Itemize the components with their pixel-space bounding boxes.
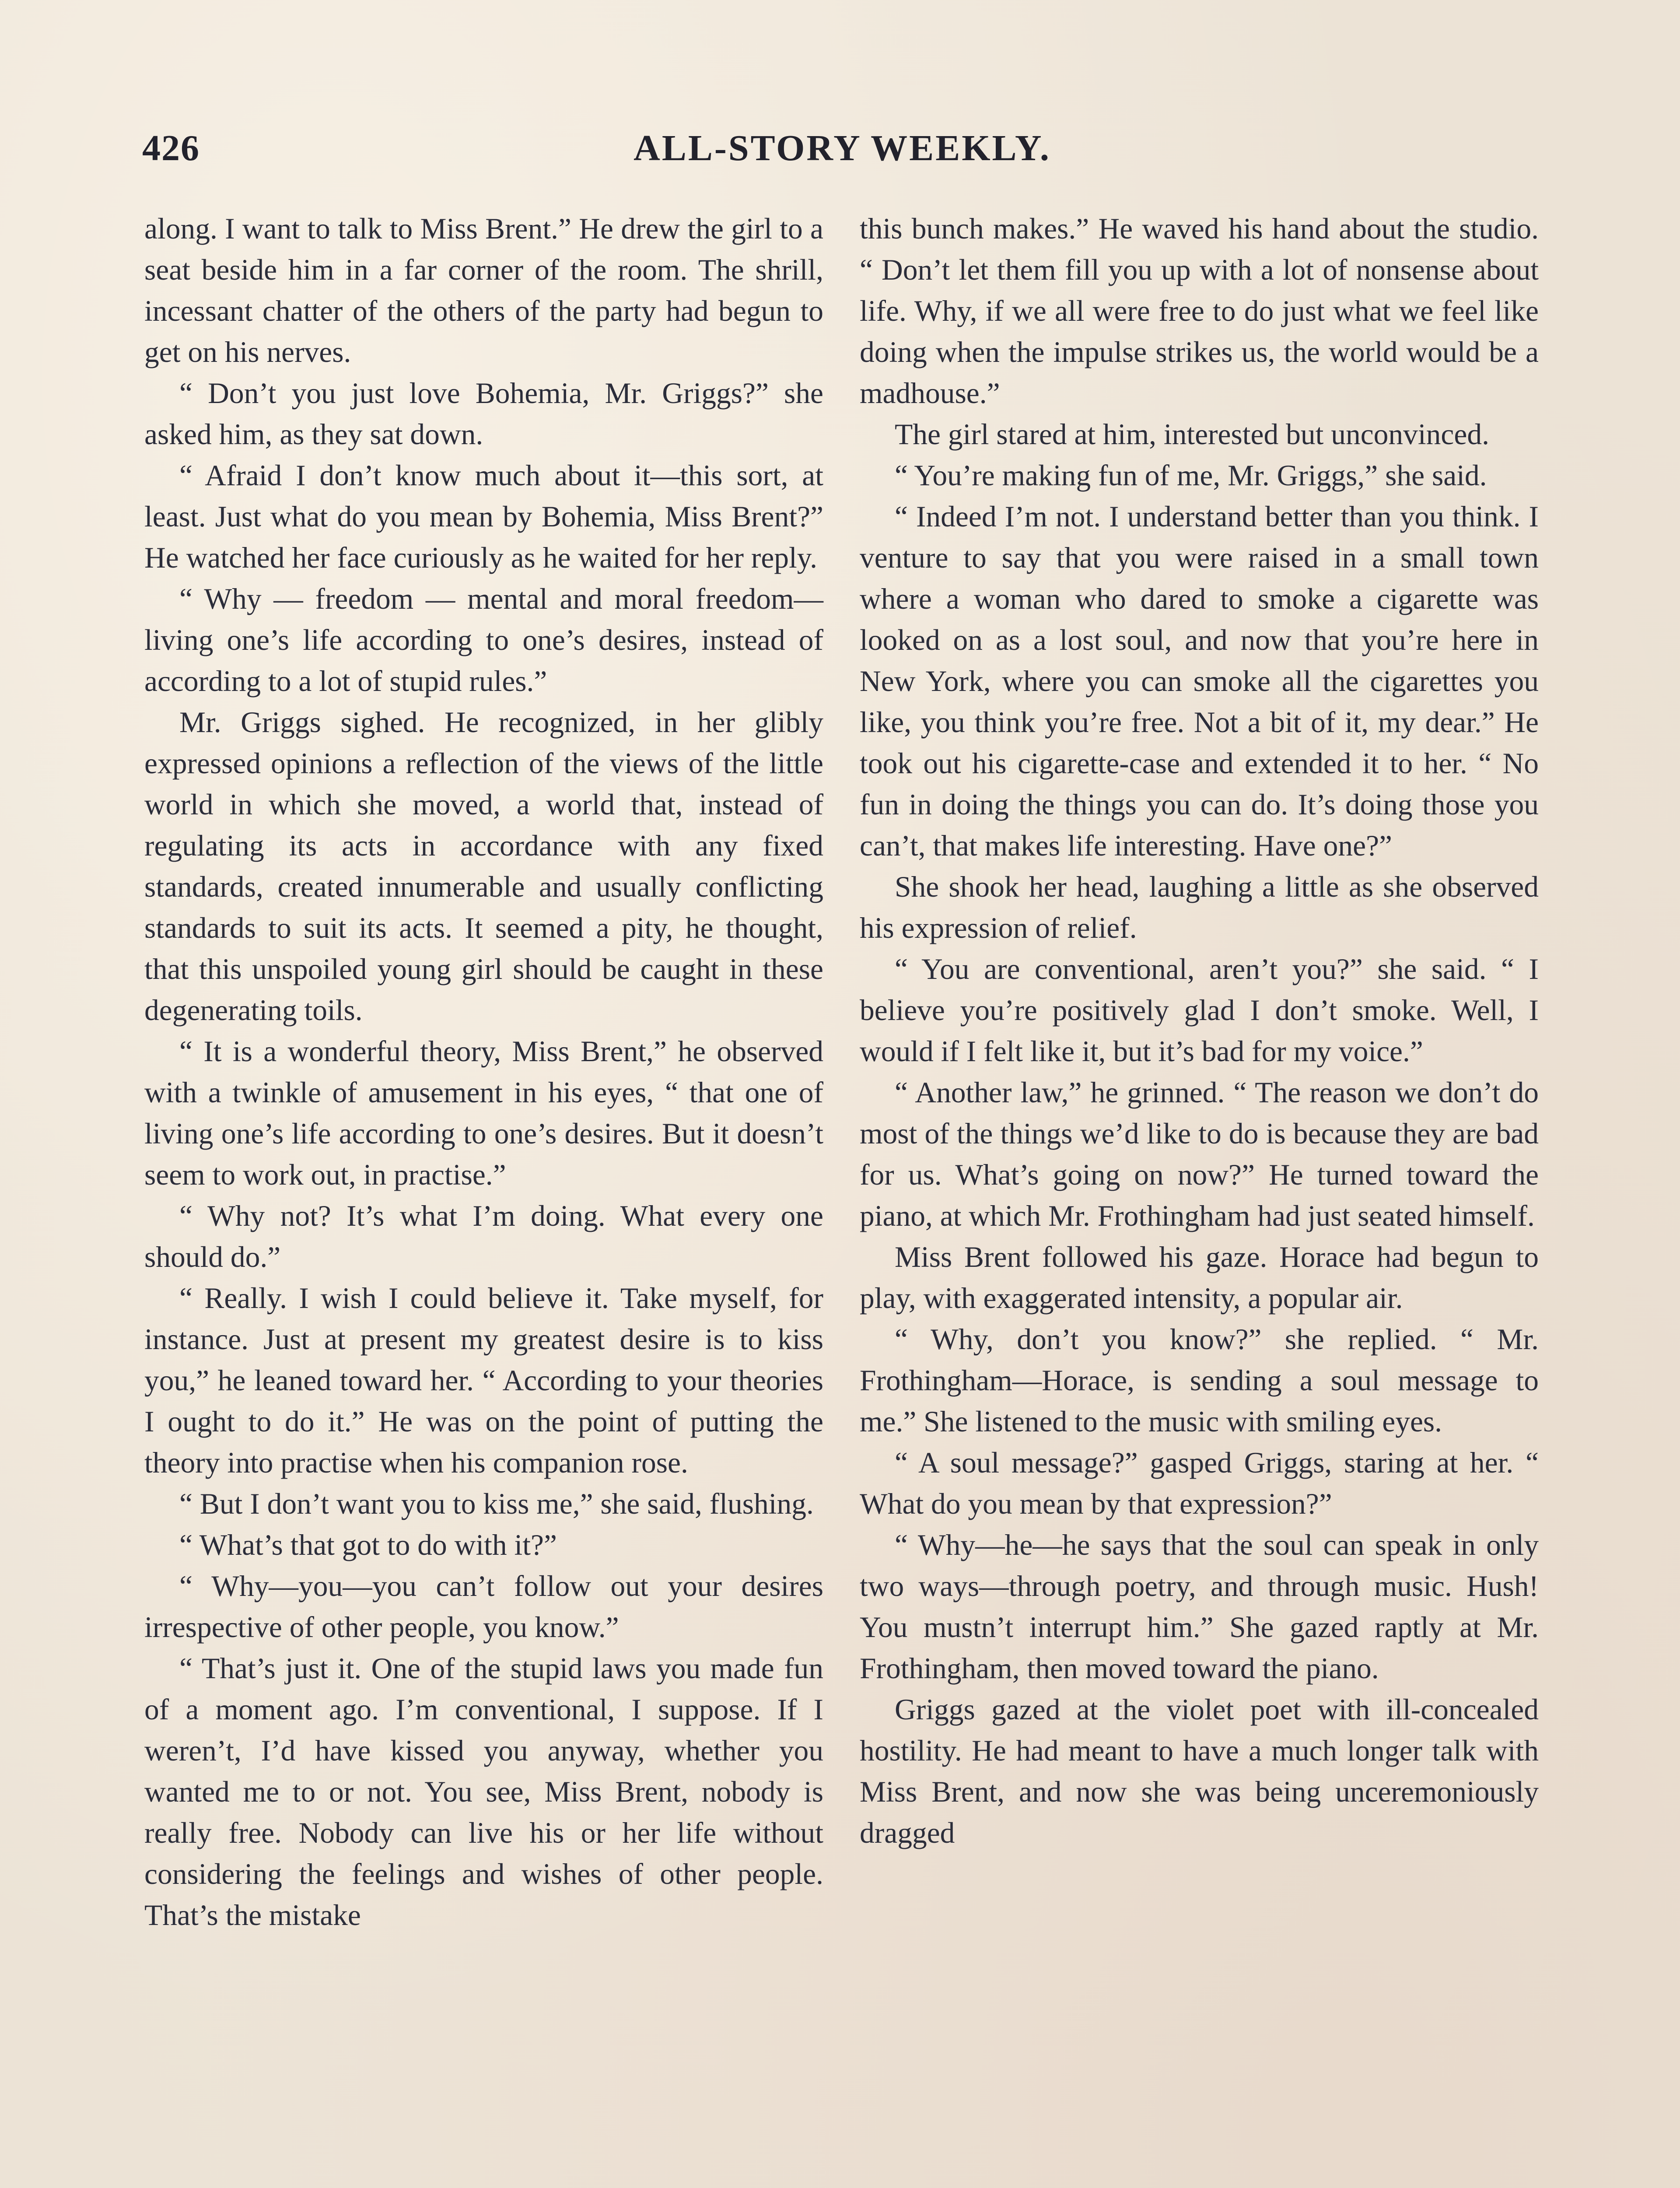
paragraph: “ Why—you—you can’t follow out your desires irrespective of other people, you know.” — [144, 1570, 823, 1644]
paragraph: “ Afraid I don’t know much about it—this sort, at least. Just what do you mean by Bohemia, Miss Brent?” He watched her face curiously as he waited for her reply. — [144, 459, 823, 574]
page-number: 426 — [142, 128, 200, 168]
paragraph: “ Another law,” he grinned. “ The reason we don’t do most of the things we’d like to do is because they are bad for us. What’s going on now?” He turned toward the piano, at which Mr. Frothingham had just seated himself. — [860, 1076, 1539, 1232]
paragraph: “ You are conventional, aren’t you?” she said. “ I believe you’re positively glad I don’t smoke. Well, I would if I felt like it, but it’s bad for my voice.” — [860, 953, 1539, 1068]
paragraph: She shook her head, laughing a little as she observed his expression of relief. — [860, 870, 1539, 944]
paragraph: The girl stared at him, interested but unconvinced. — [895, 418, 1489, 451]
paragraph: “ You’re making fun of me, Mr. Griggs,” she said. — [895, 459, 1487, 492]
paragraph: “ Indeed I’m not. I understand better than you think. I venture to say that you were raised in a small town where a woman who dared to smoke a cigarette was looked on as a lost soul, and now that you’re here in New York, where you can smoke all the cigarettes you like, you think you’re free. Not a bit of it, my dear.” He took out his cigarette-case and extended it to her. “ No fun in doing the things you can do. It’s doing those you can’t, that makes life interesting. Have one?” — [860, 500, 1539, 862]
paragraph: “ Why—he—he says that the soul can speak in only two ways—through poetry, and through music. Hush! You mustn’t interrupt him.” She gazed raptly at Mr. Frothingham, then moved toward the piano. — [860, 1529, 1539, 1685]
running-title: ALL-STORY WEEKLY. — [634, 128, 1051, 168]
paragraph: Griggs gazed at the violet poet with ill-concealed hostility. He had meant to have a much longer talk with Miss Brent, and now she was being unceremoniously dragged — [860, 1693, 1539, 1849]
left-column — [144, 208, 823, 1936]
paragraph: Mr. Griggs sighed. He recognized, in her glibly expressed opinions a reflection of the views of the little world in which she moved, a world that, instead of regulating its acts in accordance with any fixed standards, created innumerable and usually conflicting standards to suit its acts. It seemed a pity, he thought, that this unspoiled young girl should be caught in these degenerating toils. — [144, 706, 823, 1027]
paragraph: “ That’s just it. One of the stupid laws you made fun of a moment ago. I’m conventional, I suppose. If I weren’t, I’d have kissed you anyway, whether you wanted me to or not. You see, Miss Brent, nobody is really free. Nobody can live his or her life without considering the feelings and wishes of other people. That’s the mistake — [144, 1652, 823, 1932]
paragraph: along. I want to talk to Miss Brent.” He drew the girl to a seat beside him in a far corner of the room. The shrill, incessant chatter of the others of the party had begun to get on his nerves. — [144, 212, 823, 368]
paragraph: “ Why not? It’s what I’m doing. What every one should do.” — [144, 1199, 823, 1273]
paragraph: “ It is a wonderful theory, Miss Brent,” he observed with a twinkle of amusement in his eyes, “ that one of living one’s life according to one’s desires. But it doesn’t seem to work out, in practise.” — [144, 1035, 823, 1191]
paragraph: “ Why, don’t you know?” she replied. “ Mr. Frothingham—Horace, is sending a soul message to me.” She listened to the music with smiling eyes. — [860, 1323, 1539, 1438]
paragraph: “ What’s that got to do with it?” — [179, 1529, 557, 1561]
paragraph: “ Why — freedom — mental and moral freedom—living one’s life according to one’s desires, instead of according to a lot of stupid rules.” — [144, 582, 823, 698]
paragraph: “ Really. I wish I could believe it. Take myself, for instance. Just at present my greatest desire is to kiss you,” he leaned toward her. “ According to your theories I ought to do it.” He was on the point of putting the theory into practise when his companion rose. — [144, 1282, 823, 1479]
paragraph: “ But I don’t want you to kiss me,” she said, flushing. — [179, 1487, 814, 1520]
page-header — [142, 127, 1542, 179]
paragraph: this bunch makes.” He waved his hand about the studio. “ Don’t let them fill you up with a lot of nonsense about life. Why, if we all were free to do just what we feel like doing when the impulse strikes us, the world would be a madhouse.” — [860, 212, 1539, 410]
right-column — [860, 208, 1539, 1854]
paragraph: “ A soul message?” gasped Griggs, staring at her. “ What do you mean by that expression?” — [860, 1446, 1539, 1520]
paragraph: “ Don’t you just love Bohemia, Mr. Griggs?” she asked him, as they sat down. — [144, 377, 823, 451]
paragraph: Miss Brent followed his gaze. Horace had begun to play, with exaggerated intensity, a popular air. — [860, 1241, 1539, 1315]
